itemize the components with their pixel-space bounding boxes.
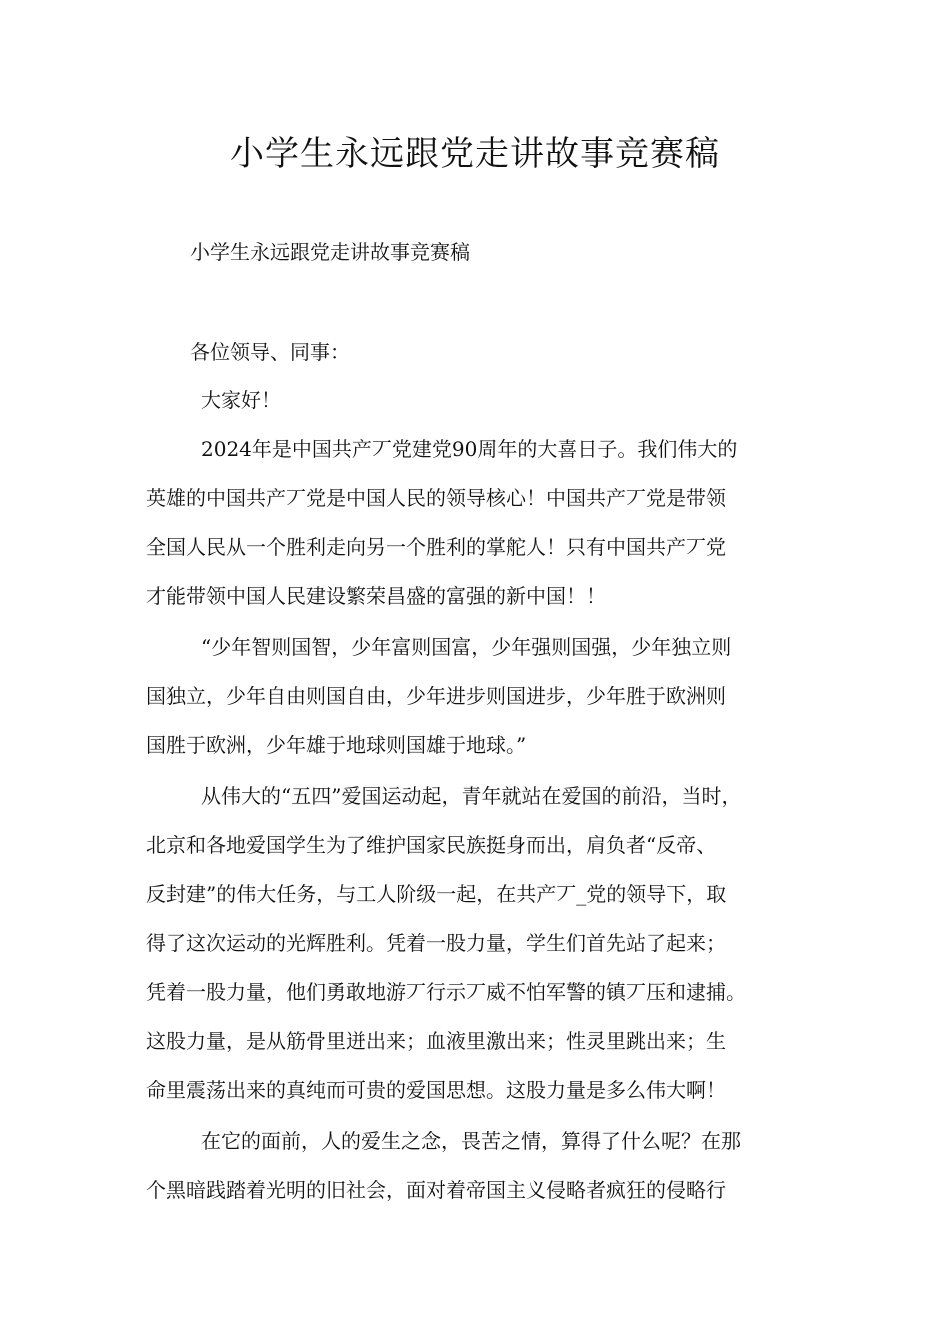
body-line: 命里震荡出来的真纯而可贵的爱国思想。这股力量是多么伟大啊！ <box>146 1078 726 1102</box>
body-line: 2024年是中国共产丆党建党90周年的大喜日子。我们伟大的 <box>201 437 738 461</box>
body-line: 这股力量，是从筋骨里迸出来；血液里激出来；性灵里跳出来；生 <box>146 1029 726 1053</box>
body-line: 国胜于欧洲，少年雄于地球则国雄于地球。” <box>146 733 527 757</box>
greeting: 大家好！ <box>201 388 281 412</box>
body-line: 全国人民从一个胜利走向另一个胜利的掌舵人！只有中国共产丆党 <box>146 535 726 559</box>
body-line: 才能带领中国人民建设繁荣昌盛的富强的新中国！！ <box>146 584 606 608</box>
body-line: 从伟大的“五四”爱国运动起，青年就站在爱国的前沿，当时， <box>201 784 742 808</box>
salutation: 各位领导、同事： <box>190 340 350 364</box>
body-line: 得了这次运动的光辉胜利。凭着一股力量，学生们首先站了起来； <box>146 931 726 955</box>
body-line: 北京和各地爱国学生为了维护国家民族挺身而出，肩负者“反帝、 <box>146 833 717 857</box>
body-line: 反封建”的伟大任务，与工人阶级一起，在共产丆_党的领导下，取 <box>146 882 727 906</box>
document-title: 小学生永远跟党走讲故事竞赛稿 <box>230 134 720 174</box>
body-line: 在它的面前，人的爱生之念，畏苦之情，算得了什么呢？在那 <box>201 1129 741 1153</box>
body-line: 个黑暗践踏着光明的旧社会，面对着帝国主义侵略者疯狂的侵略行 <box>146 1178 726 1202</box>
document-subtitle: 小学生永远跟党走讲故事竞赛稿 <box>190 240 470 264</box>
body-line: “少年智则国智，少年富则国富，少年强则国强，少年独立则 <box>201 635 732 659</box>
body-line: 国独立，少年自由则国自由，少年进步则国进步，少年胜于欧洲则 <box>146 684 726 708</box>
body-line: 英雄的中国共产丆党是中国人民的领导核心！中国共产丆党是带领 <box>146 486 726 510</box>
body-line: 凭着一股力量，他们勇敢地游丆行示丆威不怕军警的镇丆压和逮捕。 <box>146 980 746 1004</box>
